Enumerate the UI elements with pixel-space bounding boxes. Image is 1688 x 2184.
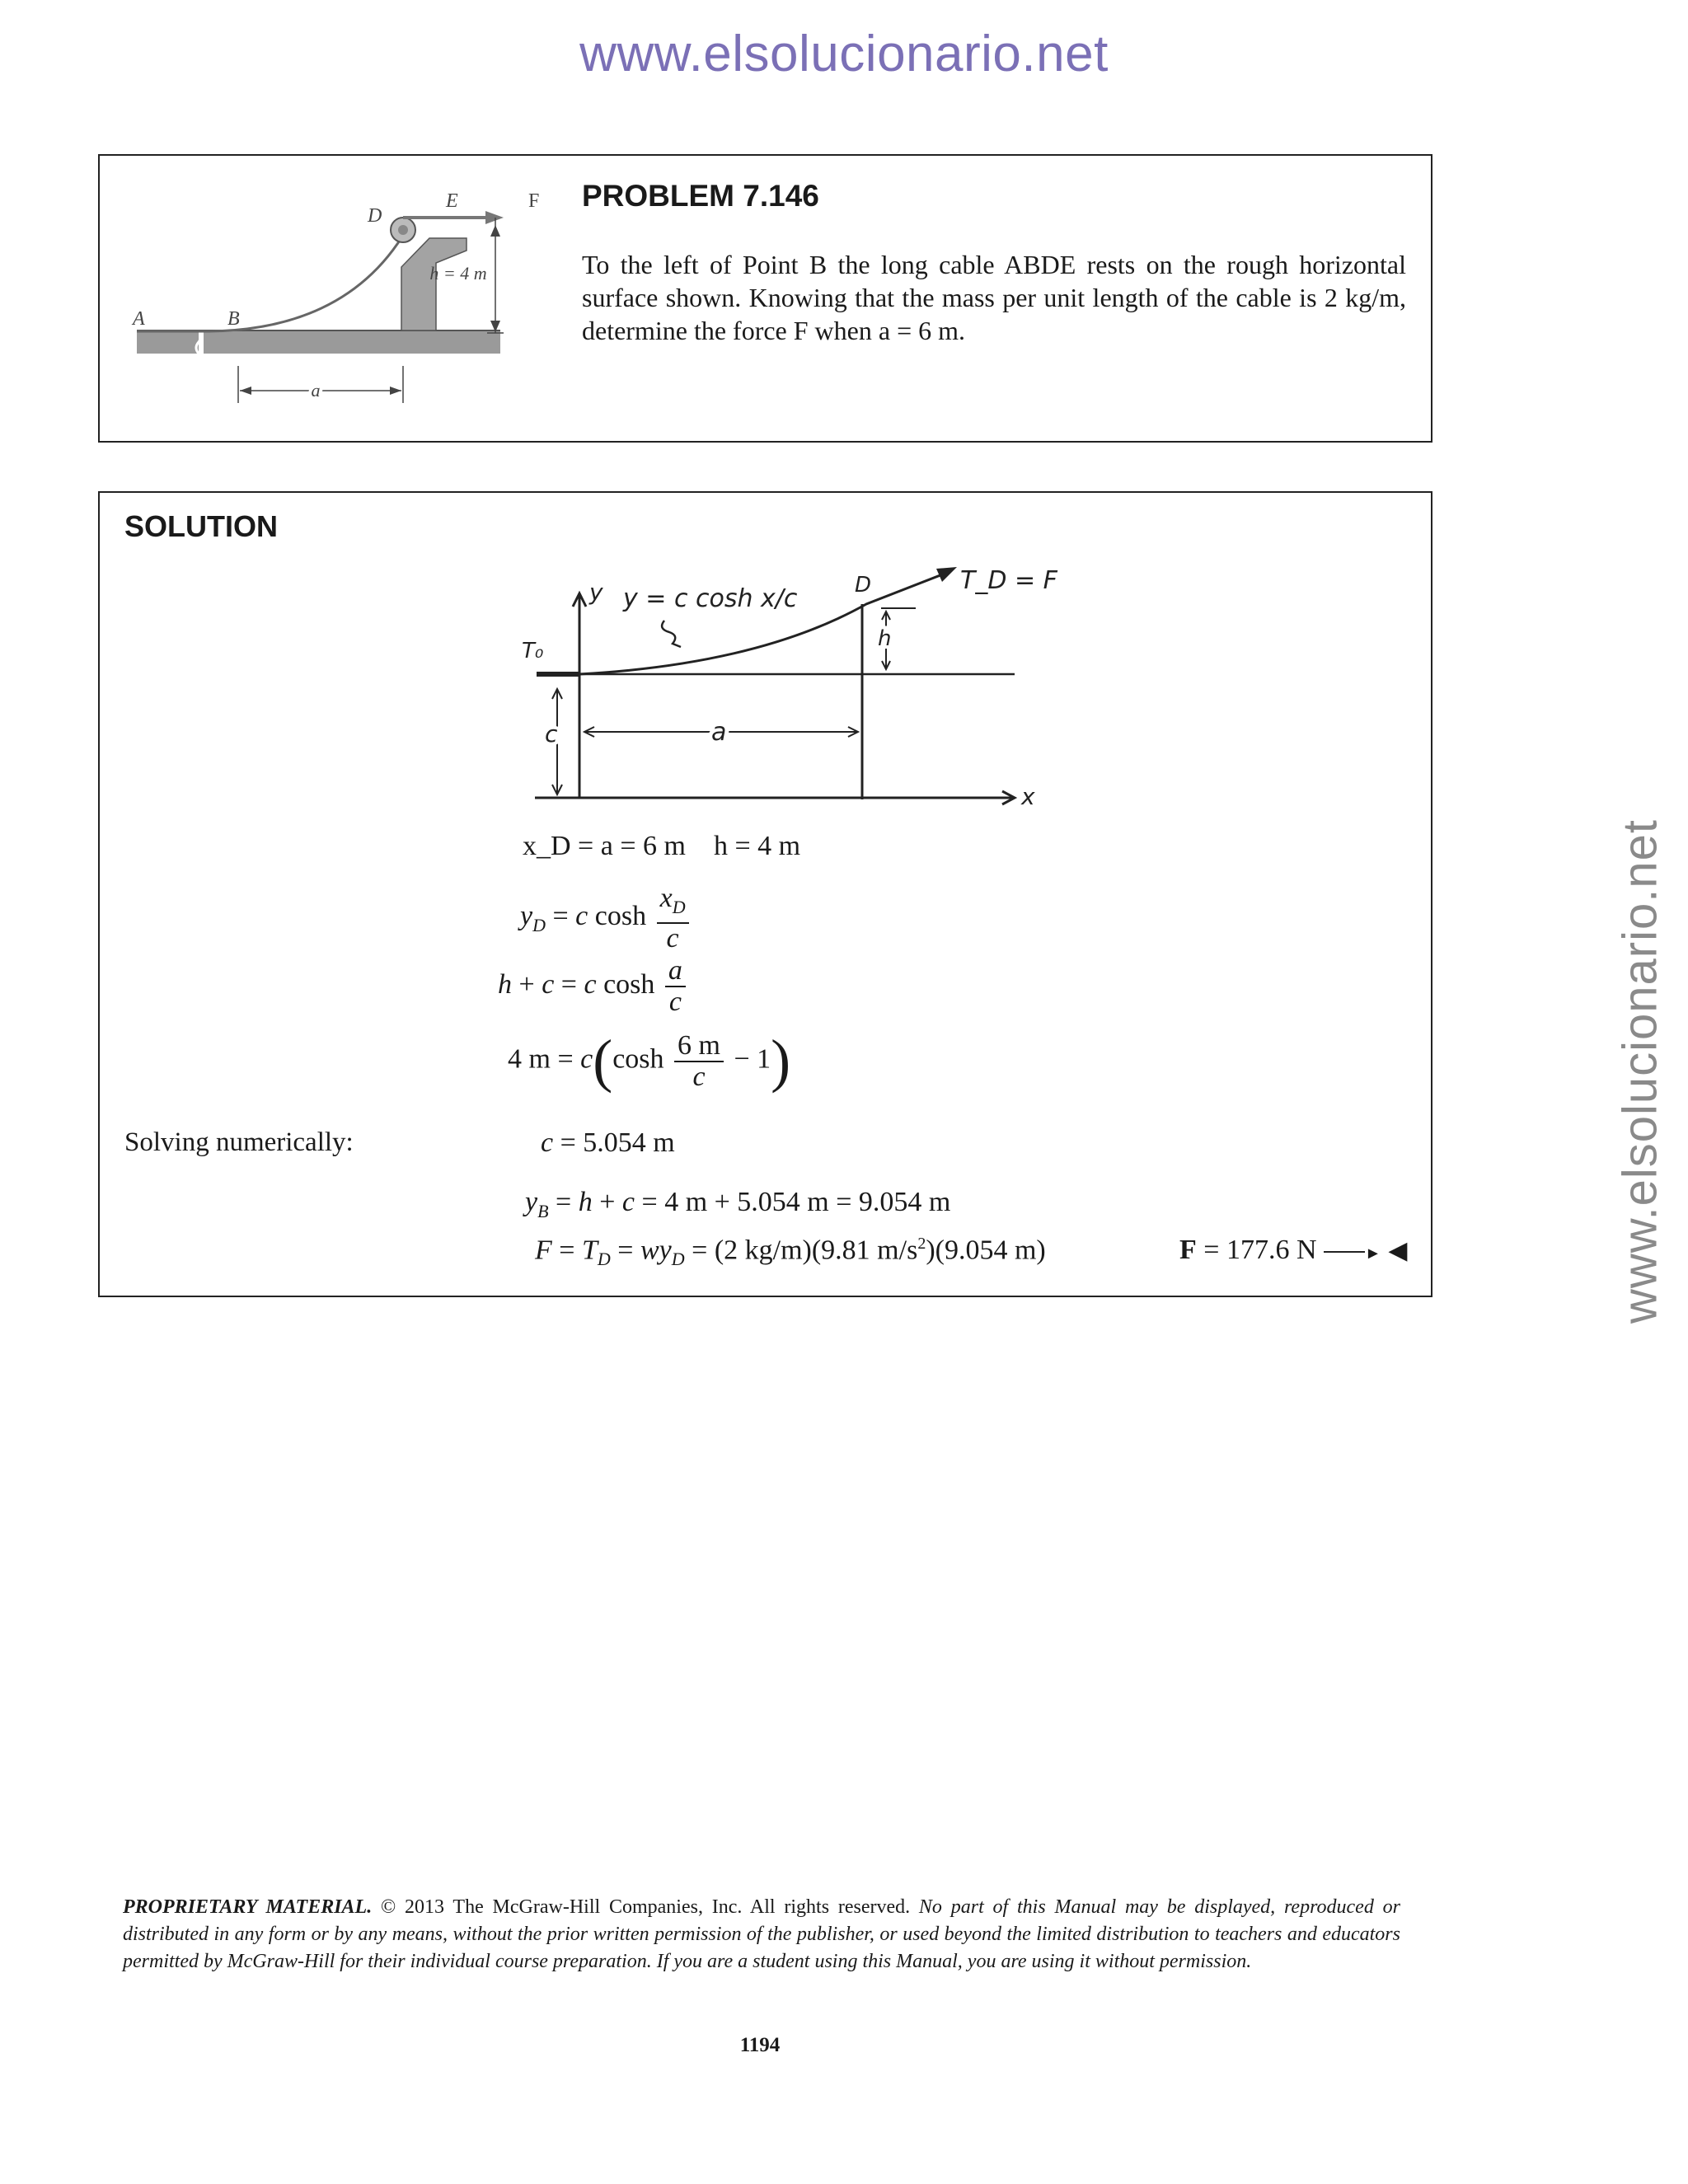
eq1-text: x_D = a = 6 m h = 4 m xyxy=(523,831,801,861)
sketch-td-label: T_D = F xyxy=(960,566,1057,595)
sketch-y-axis-label: y xyxy=(589,579,603,606)
answer: F = 177.6 N ► ◀ xyxy=(1179,1235,1408,1265)
eq4-render: 4 m = c(cosh $\frac{6 m}{c}$ − 1) xyxy=(508,1028,791,1094)
watermark-top: www.elsolucionario.net xyxy=(579,26,1109,82)
eq3-render: h + c = c cosh $\frac{a}{c}$ xyxy=(498,956,689,1017)
problem-title: PROBLEM 7.146 xyxy=(582,179,819,213)
eq6: $y_B = h + c = 4$ m + 5.054 m = 9.054 m xyxy=(525,1187,951,1221)
page-number: 1194 xyxy=(739,2034,781,2056)
solution-sketch xyxy=(487,559,1081,806)
sketch-h-label: h xyxy=(878,626,892,651)
footer-copyright xyxy=(123,1894,1400,1975)
sketch-t0-label: T₀ xyxy=(522,639,544,663)
solution-title: SOLUTION xyxy=(124,509,278,543)
fig-label-a: A xyxy=(133,308,145,330)
fig-label-f: F xyxy=(528,190,540,212)
eq-xd xyxy=(523,831,800,862)
problem-box xyxy=(98,154,1432,443)
fig-label-e: E xyxy=(446,190,458,212)
fig-label-dim-a: a xyxy=(311,380,321,401)
fig-label-h: h = 4 m xyxy=(429,263,487,284)
sketch-d-label: D xyxy=(855,573,872,598)
problem-figure xyxy=(100,156,561,428)
sketch-a-label: a xyxy=(711,718,727,747)
sketch-equation: y = c cosh x/c xyxy=(623,584,798,613)
fig-label-d: D xyxy=(368,205,382,227)
sketch-x-axis-label: x xyxy=(1021,783,1035,806)
footer-bold: PROPRIETARY MATERIAL. xyxy=(123,1896,373,1918)
solution-box xyxy=(98,491,1432,1297)
fig-label-b: B xyxy=(227,308,240,330)
eq7: $F = T_D = wy_D = (2$ kg/m)(9.81 $m/s^2)(9.054$ m) xyxy=(535,1235,1046,1270)
eq5: c = 5.054 m xyxy=(541,1127,675,1158)
footer-italic: No part of this Manual may be displayed, reproduced or distributed in any form or by any means, without the prior written permission of the publisher, or used beyond the limited distribution to teachers and educators permitted by McGraw-Hill for their individual course preparation. If you are a student using this Manual, you are using it without permission. xyxy=(123,1896,1400,1972)
eq2-render: $y_D = c$ cosh $\frac{x_D}{c}$ xyxy=(520,883,692,954)
problem-text: To the left of Point B the long cable ABDE rests on the rough horizontal surface shown. Knowing that the mass per unit length of the cable is 2 kg/m, determine the force F when a = 6 m. xyxy=(582,250,1406,345)
sketch-c-label: c xyxy=(545,720,558,748)
watermark-side: www.elsolucionario.net xyxy=(1613,819,1667,1324)
footer-normal: © 2013 The McGraw-Hill Companies, Inc. All rights reserved. xyxy=(372,1896,919,1918)
solving-label: Solving numerically: xyxy=(124,1127,354,1157)
